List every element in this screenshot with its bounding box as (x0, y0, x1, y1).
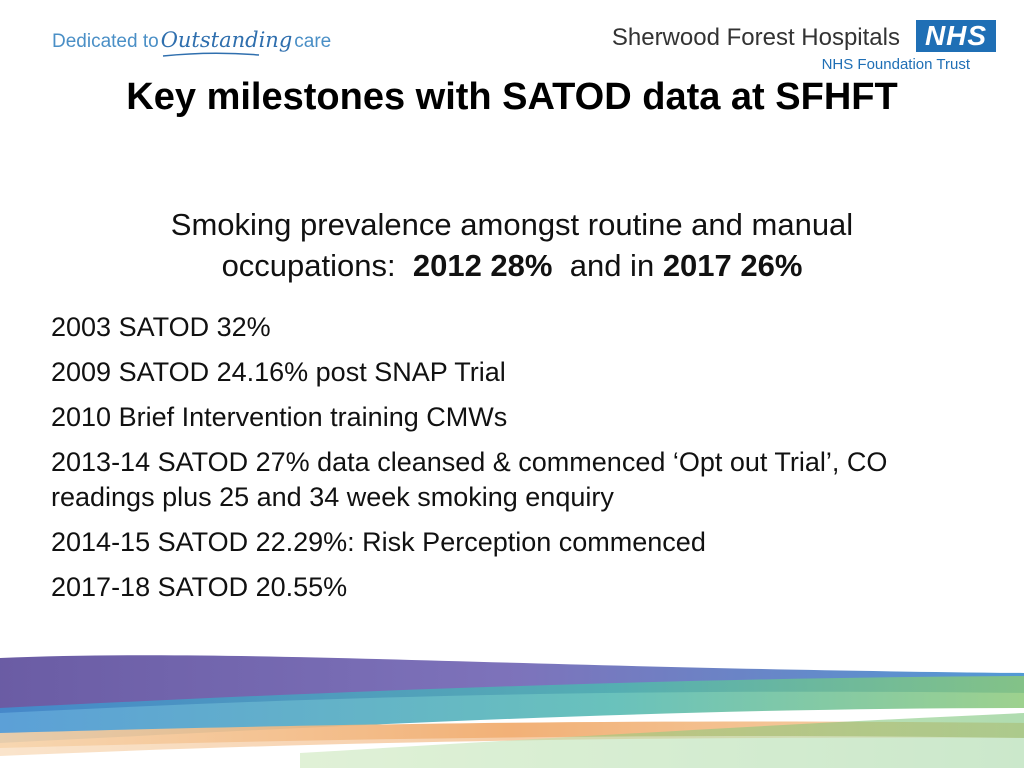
tagline-pre-text: Dedicated to (52, 31, 159, 52)
milestone-item: 2014-15 SATOD 22.29%: Risk Perception commenced (51, 527, 706, 557)
milestone-item: 2009 SATOD 24.16% post SNAP Trial (51, 357, 506, 387)
trust-subtitle: NHS Foundation Trust (821, 56, 970, 73)
milestone-item: 2003 SATOD 32% (51, 312, 271, 342)
subtitle-line-2 (112, 245, 912, 286)
tagline-script-text (161, 28, 293, 52)
milestone-item: 2010 Brief Intervention training CMWs (51, 402, 508, 432)
tagline-logo (52, 28, 331, 60)
subtitle-line-1: Smoking prevalence amongst routine and manual (170, 207, 854, 242)
subtitle-line-2-pre: occupations: (221, 248, 396, 283)
milestone-list (51, 310, 991, 615)
milestone-item: 2013-14 SATOD 27% data cleansed & commenced ‘Opt out Trial’, CO readings plus 25 and 34 week smoking enquiry (51, 447, 888, 512)
subtitle-year-a: 2012 28% (412, 248, 553, 283)
tagline-swoosh-icon (161, 52, 261, 58)
tagline-script-word: Outstanding (160, 28, 293, 52)
tagline-post-text: care (294, 31, 332, 52)
trust-name: Sherwood Forest Hospitals (611, 24, 900, 51)
milestone-item: 2017-18 SATOD 20.55% (51, 572, 348, 602)
slide-subtitle (112, 204, 912, 286)
subtitle-year-b: 2017 26% (662, 248, 803, 283)
slide-title: Key milestones with SATOD data at SFHFT (126, 76, 898, 118)
nhs-logo-icon: NHS (916, 20, 996, 52)
trust-logo (576, 20, 996, 76)
subtitle-line-2-mid: and in (569, 248, 655, 283)
decorative-wave-ribbon (0, 638, 1024, 768)
